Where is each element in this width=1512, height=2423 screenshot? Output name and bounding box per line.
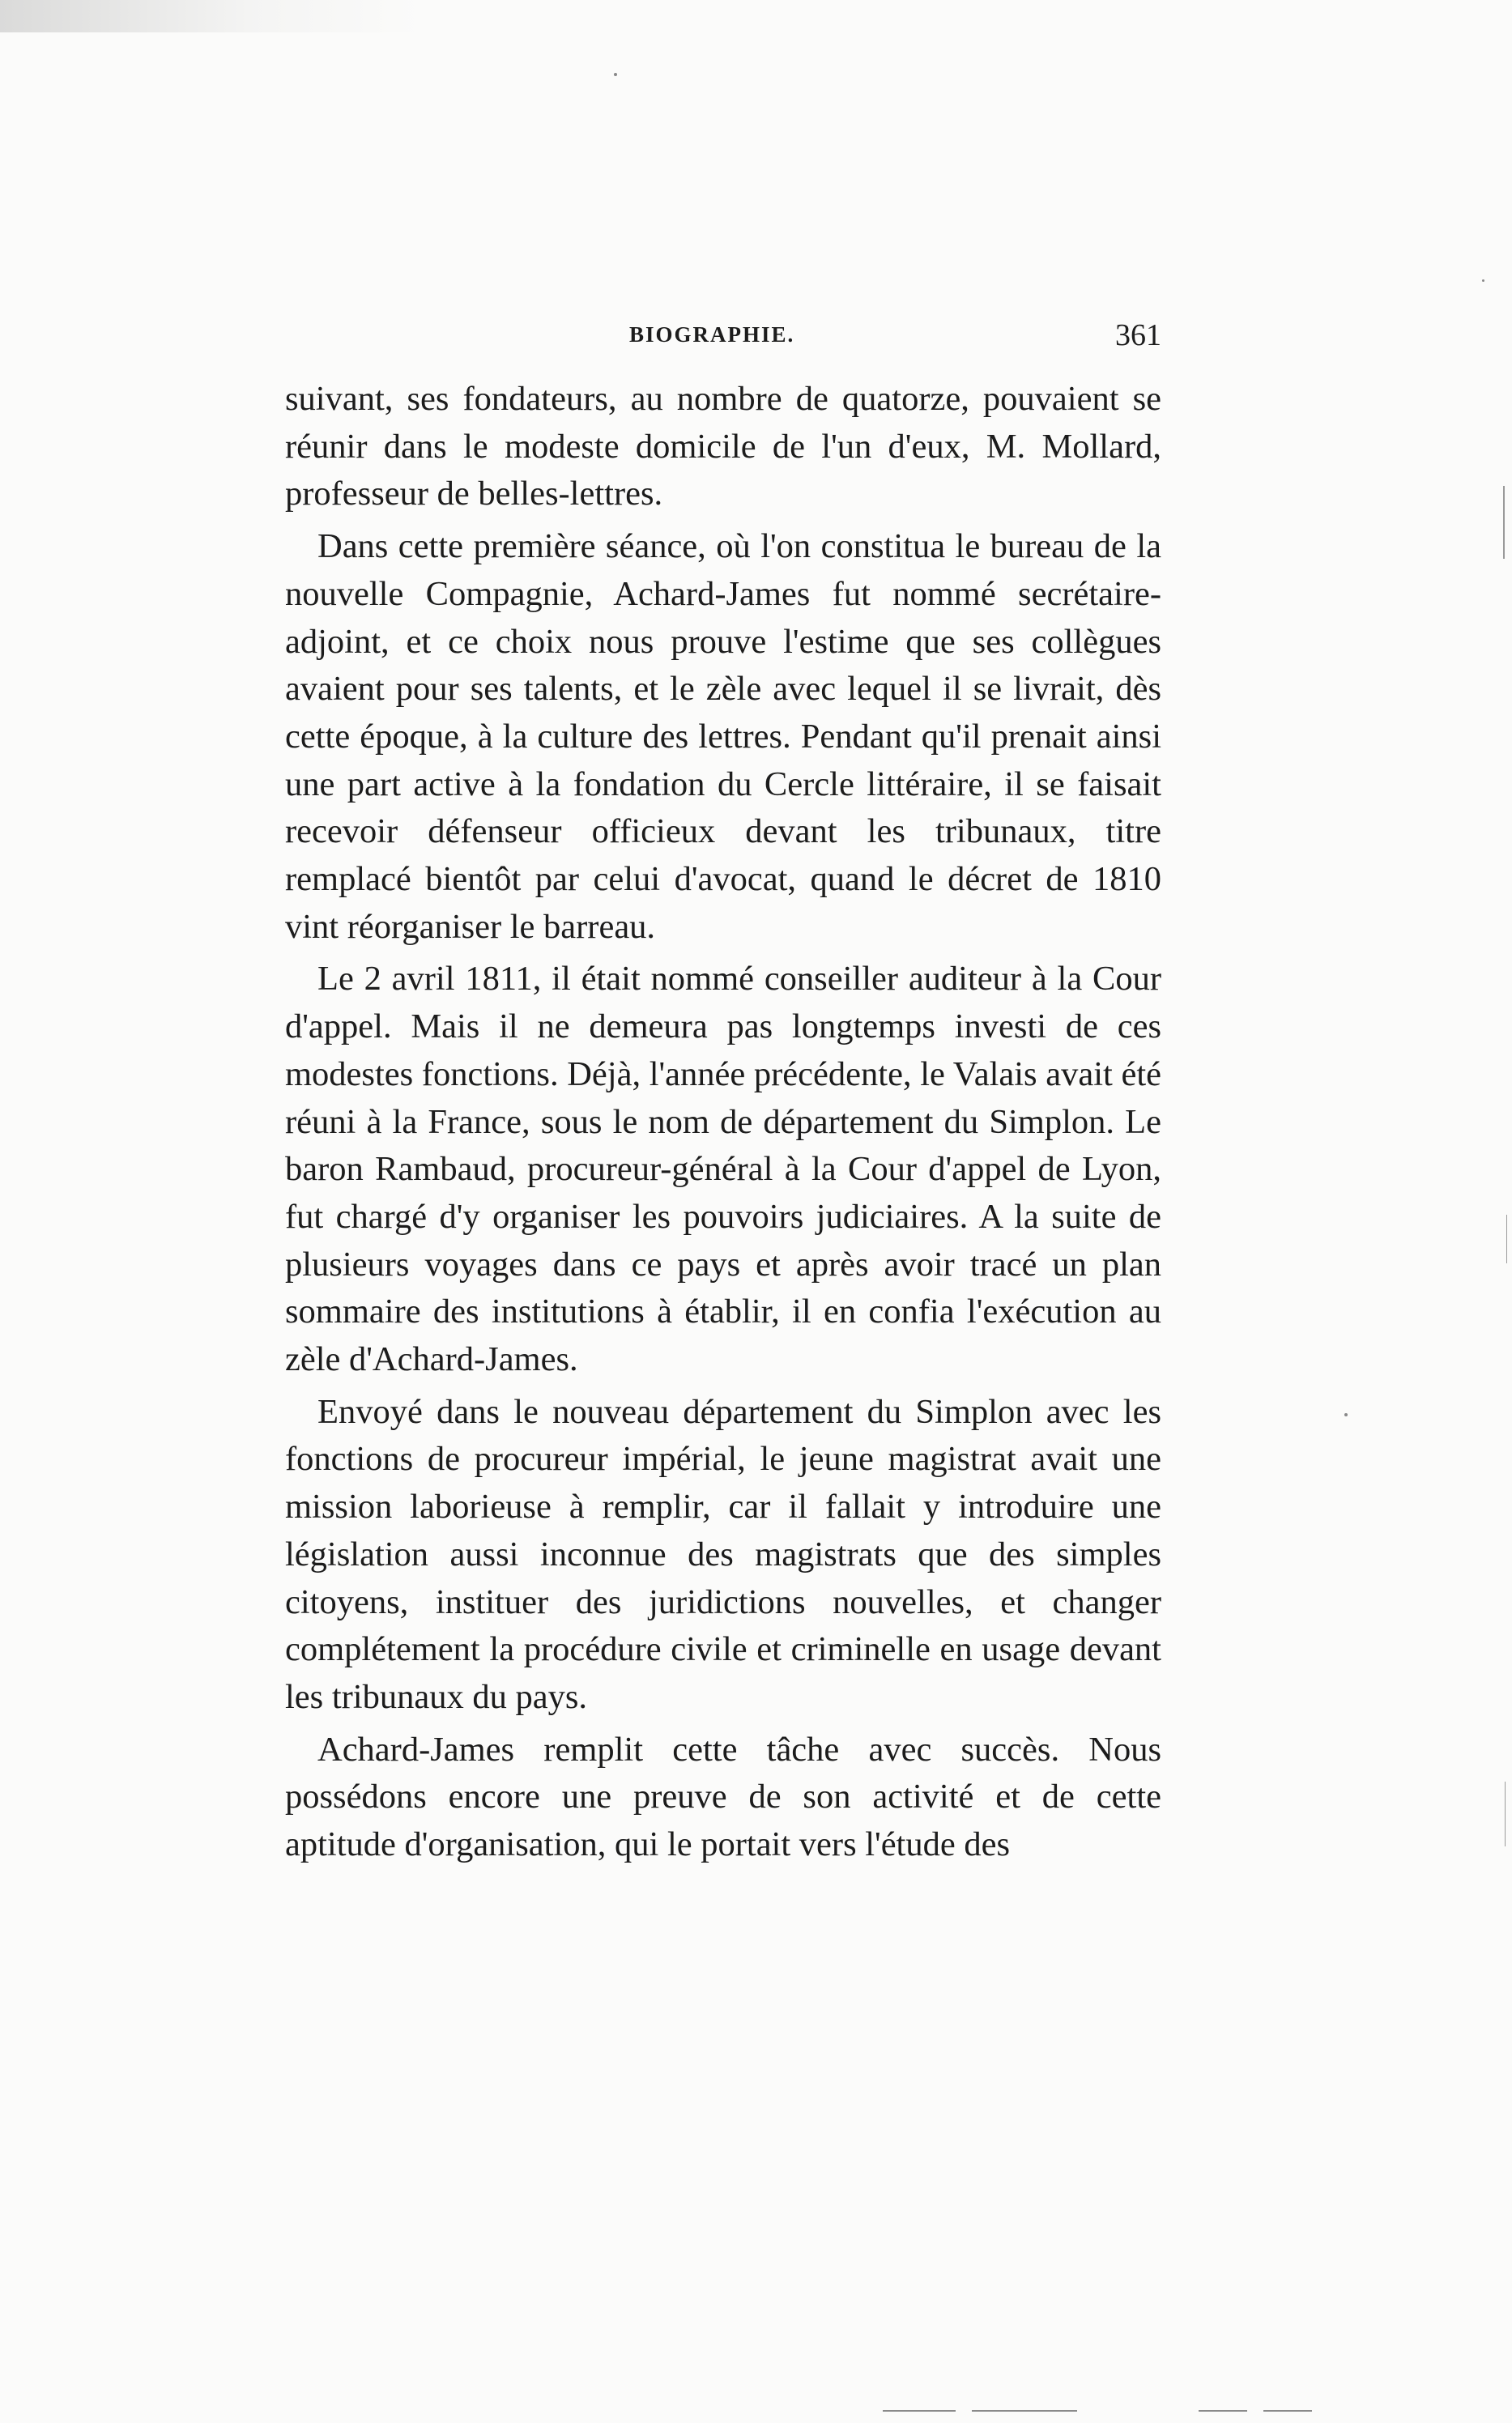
bottom-edge-rule bbox=[1199, 2410, 1247, 2412]
bottom-edge-rule bbox=[883, 2410, 956, 2412]
paragraph-1: suivant, ses fondateurs, au nombre de quatorze, pouvaient se réunir dans le modeste domicile de l'un d'eux, M. Mollard, professeur de belles-lettres. bbox=[285, 380, 1161, 513]
paragraph-3: Le 2 avril 1811, il était nommé conseiller auditeur à la Cour d'appel. Mais il ne demeura pas longtemps investi de ces modestes fonctions. Déjà, l'année précédente, le Valais avait été réuni à la France, sous le nom de département du Simplon. Le baron Rambaud, procureur-général à la Cour d'appel de Lyon, fut chargé d'y organiser les pouvoirs judiciaires. A la suite de plusieurs voyages dans ce pays et après avoir tracé un plan sommaire des institutions à établir, il en confia l'exécution au zèle d'Achard-James. bbox=[285, 960, 1161, 1379]
page-header bbox=[285, 317, 1161, 358]
ink-speck bbox=[1344, 1413, 1348, 1416]
paragraph-5: Achard-James remplit cette tâche avec succès. Nous possédons encore une preuve de son activité et de cette aptitude d'organisation, qui le portait vers l'étude des bbox=[285, 1730, 1161, 1864]
paragraph-2: Dans cette première séance, où l'on constitua le bureau de la nouvelle Compagnie, Achard-James fut nommé secrétaire-adjoint, et ce choix nous prouve l'estime que ses collègues avaient pour ses talents, et le zèle avec lequel il se livrait, dès cette époque, à la culture des lettres. Pendant qu'il prenait ainsi une part active à la fondation du Cercle littéraire, il se faisait recevoir défenseur officieux devant les tribunaux, titre remplacé bientôt par celui d'avocat, quand le décret de 1810 vint réorganiser le barreau. bbox=[285, 527, 1161, 946]
scan-edge-noise bbox=[0, 0, 421, 32]
page-number: 361 bbox=[1115, 318, 1161, 352]
ink-speck bbox=[1482, 279, 1484, 282]
right-margin-mark bbox=[1506, 1215, 1507, 1263]
bottom-edge-rule bbox=[972, 2410, 1077, 2412]
right-margin-mark bbox=[1505, 1782, 1506, 1846]
running-title: BIOGRAPHIE. bbox=[629, 322, 795, 347]
bottom-edge-rule bbox=[1263, 2410, 1312, 2412]
body-text bbox=[285, 376, 1161, 1869]
right-margin-mark bbox=[1503, 486, 1505, 559]
paragraph-4: Envoyé dans le nouveau département du Simplon avec les fonctions de procureur impérial, le jeune magistrat avait une mission laborieuse à remplir, car il fallait y introduire une législation aussi inconnue des magistrats que des simples citoyens, instituer des juridictions nouvelles, et changer complétement la procédure civile et criminelle en usage devant les tribunaux du pays. bbox=[285, 1392, 1161, 1716]
ink-speck bbox=[614, 73, 617, 76]
